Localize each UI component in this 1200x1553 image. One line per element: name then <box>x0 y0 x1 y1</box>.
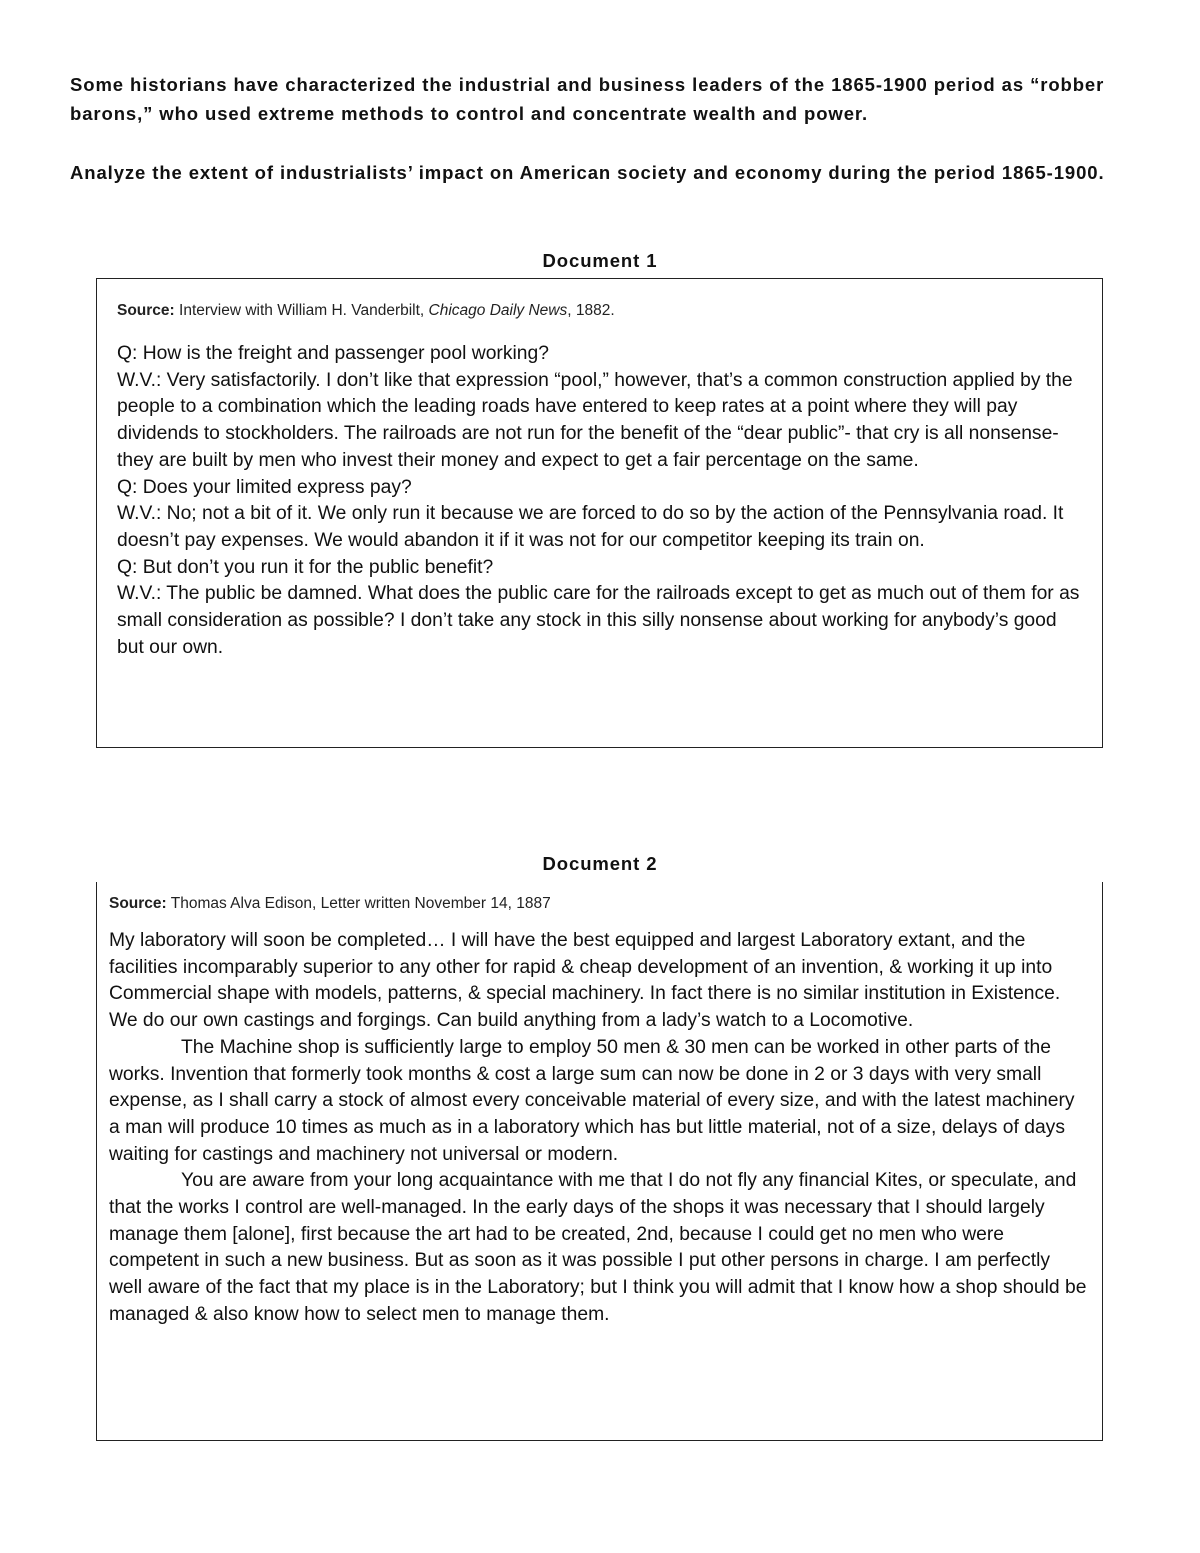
document-2-box <box>96 882 1103 1441</box>
document-1-source-suffix: , 1882. <box>567 302 615 319</box>
document-2-heading: Document 2 <box>542 853 658 874</box>
document-2-source-text: Thomas Alva Edison, Letter written November 14, 1887 <box>166 895 551 912</box>
document-2-paragraph: The Machine shop is sufficiently large to employ 50 men & 30 men can be worked in other parts of the works. Invention that formerly took months & cost a large sum can now be done in 2 or 3 days with very small expense, as I shall carry a stock of almost every conceivable material of every size, and with the latest machinery a man will produce 10 times as much as in a laboratory which has but little material, not of a size, delays of days waiting for castings and machinery not universal or modern. <box>109 1036 1075 1165</box>
document-1-heading: Document 1 <box>542 250 658 271</box>
document-1-source-label: Source: <box>117 302 175 319</box>
document-1-box <box>96 278 1103 748</box>
document-1-source-prefix: Interview with William H. Vanderbilt, <box>174 302 429 319</box>
document-1-source <box>117 301 1082 321</box>
document-1-line: W.V.: No; not a bit of it. We only run it because we are forced to do so by the action of the Pennsylvania road. It doesn’t pay expenses. We would abandon it if it was not for our competitor keeping its train on. <box>117 503 1064 551</box>
document-1-source-publication: Chicago Daily News <box>428 302 568 319</box>
document-1-text <box>117 341 1082 661</box>
document-2-source-label: Source: <box>109 895 167 912</box>
document-1-line: Q: Does your limited express pay? <box>117 476 412 498</box>
document-2-paragraph: My laboratory will soon be completed… I will have the best equipped and largest Laboratory extant, and the facilities incomparably superior to any other for rapid & cheap development of an invention, & working it up into Commercial shape with models, patterns, & special machinery. In fact there is no similar institution in Existence. We do our own castings and forgings. Can build anything from a lady’s watch to a Locomotive. <box>109 930 1061 1032</box>
document-1-line: Q: But don’t you run it for the public benefit? <box>117 556 494 578</box>
document-2-source <box>109 894 1088 914</box>
prompt-question: Analyze the extent of industrialists’ impact on American society and economy during the period 1865-1900. <box>70 162 1105 183</box>
document-1-line: W.V.: The public be damned. What does the public care for the railroads except to get as much out of them for as small consideration as possible? I don’t take any stock in this silly nonsense about working for anybody’s good but our own. <box>117 583 1080 658</box>
document-2-paragraph: You are aware from your long acquaintance with me that I do not fly any financial Kites, or speculate, and that the works I control are well-managed. In the early days of the shops it was necessary that I should largely manage them [alone], first because the art had to be created, 2nd, because I could get no men who were competent in such a new business. But as soon as it was possible I put other persons in charge. I am perfectly well aware of the fact that my place is in the Laboratory; but I think you will admit that I know how a shop should be managed & also know how to select men to manage them. <box>109 1170 1087 1325</box>
document-2-text <box>109 928 1088 1329</box>
prompt-statement: Some historians have characterized the industrial and business leaders of the 1865-1900 period as “robber barons,” who used extreme methods to control and concentrate wealth and power. <box>70 74 1105 124</box>
document-1-line: Q: How is the freight and passenger pool working? <box>117 343 549 364</box>
document-1-line: W.V.: Very satisfactorily. I don’t like that expression “pool,” however, that’s a common construction applied by the people to a combination which the leading roads have entered to keep rates at a point where they will pay dividends to stockholders. The railroads are not run for the benefit of the “dear public”- that cry is all nonsense- they are built by men who invest their money and expect to get a fair percentage on the same. <box>117 369 1073 471</box>
